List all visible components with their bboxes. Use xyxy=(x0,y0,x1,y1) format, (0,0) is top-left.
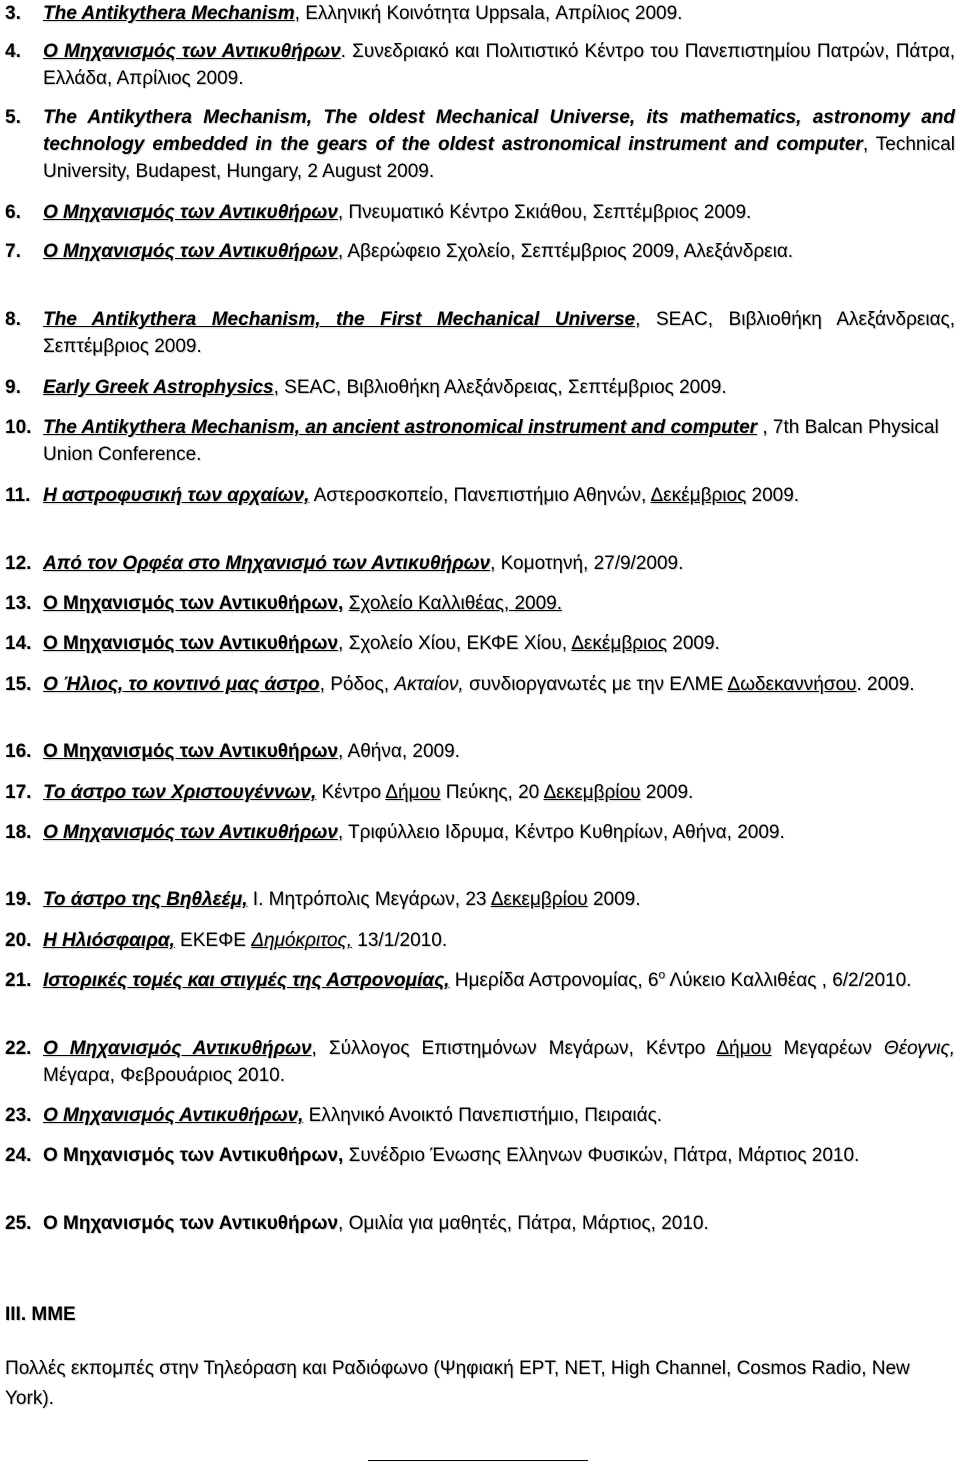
lecture-title: Ο Μηχανισμός των Αντικυθήρων xyxy=(43,1213,339,1234)
item-number: 21. xyxy=(5,970,32,991)
item-number: 24. xyxy=(5,1145,32,1166)
lecture-title: Ο Μηχανισμός των Αντικυθήρων, xyxy=(43,1145,344,1166)
item-number: 12. xyxy=(5,553,32,574)
lecture-details: , Ομιλία για μαθητές, Πάτρα, Μάρτιος, 2010. xyxy=(338,1213,709,1234)
lecture-details: 2009. xyxy=(640,782,694,803)
media-paragraph: Πολλές εκπομπές στην Τηλεόραση και Ραδιόφωνο (Ψηφιακή ΕΡΤ, ΝΕΤ, High Channel, Cosmos Radio, New York). xyxy=(5,1358,910,1409)
lecture-details-underlined: Δεκέμβριος xyxy=(650,485,747,506)
lecture-details: , Ρόδος, xyxy=(319,674,395,695)
item-number: 22. xyxy=(5,1038,32,1059)
item-number: 4. xyxy=(5,41,21,62)
lecture-title: Το άστρο της Βηθλεέμ, xyxy=(43,889,248,910)
ordinal-superscript: ο xyxy=(658,967,666,982)
lecture-details: . 2009. xyxy=(856,674,915,695)
lecture-title: The Antikythera Mechanism, an ancient astronomical instrument and computer xyxy=(43,417,758,438)
item-text xyxy=(43,1035,955,1089)
lecture-details: , SEAC, Βιβλιοθήκη Αλεξάνδρειας, Σεπτέμβριος 2009. xyxy=(273,377,727,398)
lecture-title: The Antikythera Mechanism, the First Mechanical Universe xyxy=(43,309,636,330)
item-number: 18. xyxy=(5,822,32,843)
item-number: 19. xyxy=(5,889,32,910)
footer-rule xyxy=(368,1460,588,1461)
lecture-details-italic: Θέογνις, xyxy=(883,1038,956,1059)
lecture-details: Μέγαρα, Φεβρουάριος 2010. xyxy=(43,1065,286,1086)
lecture-details: Λύκειο Καλλιθέας , 6/2/2010. xyxy=(665,970,912,991)
item-text xyxy=(43,819,955,846)
item-text xyxy=(43,886,955,913)
lecture-details: , Σχολείο Χίου, ΕΚΦΕ Χίου, xyxy=(338,633,572,654)
item-number: 5. xyxy=(5,107,21,128)
lecture-details: , Αβερώφειο Σχολείο, Σεπτέμβριος 2009, Αλεξάνδρεια. xyxy=(337,241,794,262)
lecture-details: Συνέδριο Ένωσης Ελληνων Φυσικών, Πάτρα, Μάρτιος 2010. xyxy=(343,1145,860,1166)
lecture-details: , SEAC, Βιβλιοθήκη Αλεξάνδρειας, Σεπτέμβριος 2009. xyxy=(43,309,955,357)
item-text xyxy=(43,482,955,509)
lecture-details: , Κομοτηνή, 27/9/2009. xyxy=(490,553,684,574)
lecture-details: , Σύλλογος Επιστημόνων Μεγάρων, Κέντρο xyxy=(311,1038,717,1059)
lecture-details: Ελληνικό Ανοικτό Πανεπιστήμιο, Πειραιάς. xyxy=(303,1105,663,1126)
item-text xyxy=(43,671,955,698)
lecture-details: Πεύκης, 20 xyxy=(440,782,544,803)
lecture-title: Early Greek Astrophysics xyxy=(43,377,274,398)
lecture-title: Η αστροφυσική των αρχαίων, xyxy=(43,485,310,506)
item-number: 23. xyxy=(5,1105,32,1126)
lecture-title: The Antikythera Mechanism xyxy=(43,3,295,24)
item-text xyxy=(43,199,955,226)
lecture-title: Ιστορικές τομές και στιγμές της Αστρονομίας, xyxy=(43,970,450,991)
lecture-details: συνδιοργανωτές με την ΕΛΜΕ xyxy=(463,674,728,695)
lecture-details: , Technical University, Budapest, Hungary, 2 August 2009. xyxy=(43,134,955,182)
item-number: 10. xyxy=(5,417,32,438)
lecture-details: 2009. xyxy=(667,633,720,654)
item-text xyxy=(43,238,955,265)
lecture-details: , Πνευματικό Κέντρο Σκιάθου, Σεπτέμβριος 2009. xyxy=(337,202,752,223)
item-text xyxy=(43,927,955,954)
lecture-title: Από τον Ορφέα στο Μηχανισμό των Αντικυθήρων xyxy=(43,553,491,574)
lecture-title: Ο Μηχανισμός των Αντικυθήρων xyxy=(43,202,338,223)
item-text xyxy=(43,630,955,657)
lecture-title: Ο Μηχανισμός Αντικυθήρων xyxy=(43,1038,312,1059)
lecture-details-underlined: Δήμου xyxy=(385,782,441,803)
item-text xyxy=(43,374,955,401)
lecture-title: Το άστρο των Χριστουγέννων, xyxy=(43,782,317,803)
lecture-details-underlined: Σχολείο Καλλιθέας, 2009. xyxy=(348,593,562,614)
item-number: 11. xyxy=(5,485,31,506)
item-number: 13. xyxy=(5,593,32,614)
lecture-details-underlined: Δωδεκαννήσου xyxy=(727,674,857,695)
item-number: 25. xyxy=(5,1213,32,1234)
item-text xyxy=(43,1102,955,1129)
item-text xyxy=(43,1210,955,1237)
item-number: 15. xyxy=(5,674,32,695)
item-text xyxy=(43,38,955,92)
lecture-details: . Συνεδριακό και Πολιτιστικό Κέντρο του Πανεπιστημίου Πατρών, Πάτρα, Ελλάδα, Απρίλιος 2009. xyxy=(43,41,955,89)
lecture-title: Η Ηλιόσφαιρα, xyxy=(43,930,175,951)
lecture-details: 13/1/2010. xyxy=(352,930,448,951)
lecture-details-italic: Ακταίον, xyxy=(394,674,464,695)
section-heading: III. ΜΜΕ xyxy=(5,1304,76,1325)
item-text xyxy=(43,104,955,185)
lecture-title: Ο Μηχανισμός των Αντικυθήρων xyxy=(43,741,339,762)
item-text xyxy=(43,0,955,27)
lecture-title: The Antikythera Mechanism, The oldest Mechanical Universe, its mathematics, astronomy and technology embedded in the gears of the oldest astronomical instrument and computer xyxy=(43,107,955,155)
lecture-details: Αστεροσκοπείο, Πανεπιστήμιο Αθηνών, xyxy=(309,485,651,506)
lecture-details: Κέντρο xyxy=(316,782,386,803)
item-number: 6. xyxy=(5,202,21,223)
item-number: 16. xyxy=(5,741,32,762)
lecture-details-underlined: Δημόκριτος, xyxy=(251,930,353,951)
item-text xyxy=(43,550,955,577)
item-text xyxy=(43,306,955,360)
lecture-details: Μεγαρέων xyxy=(771,1038,884,1059)
lecture-details: , Τριφύλλειο Ιδρυμα, Κέντρο Κυθηρίων, Αθήνα, 2009. xyxy=(337,822,785,843)
lecture-title: Ο Μηχανισμός Αντικυθήρων, xyxy=(43,1105,304,1126)
item-text xyxy=(43,779,955,806)
lecture-title: Ο Μηχανισμός των Αντικυθήρων xyxy=(43,822,338,843)
item-number: 3. xyxy=(5,3,21,24)
item-text xyxy=(43,1142,923,1169)
item-number: 9. xyxy=(5,377,21,398)
lecture-details: , Αθήνα, 2009. xyxy=(338,741,460,762)
lecture-details: , 7th Balcan Physical Union Conference. xyxy=(43,417,939,465)
lecture-details: 2009. xyxy=(587,889,641,910)
item-number: 8. xyxy=(5,309,21,330)
lecture-title: Ο Μηχανισμός των Αντικυθήρων xyxy=(43,633,339,654)
item-text xyxy=(43,414,955,468)
lecture-title: Ο Μηχανισμός των Αντικυθήρων, xyxy=(43,593,344,614)
lecture-title: Ο Μηχανισμός των Αντικυθήρων xyxy=(43,241,338,262)
item-number: 20. xyxy=(5,930,32,951)
item-text xyxy=(43,590,955,617)
item-number: 14. xyxy=(5,633,32,654)
lecture-title: Ο Ήλιος, το κοντινό μας άστρο xyxy=(43,674,320,695)
lecture-details: Ι. Μητρόπολις Μεγάρων, 23 xyxy=(247,889,491,910)
item-text xyxy=(43,738,955,765)
lecture-details-underlined: Δεκεμβρίου xyxy=(543,782,641,803)
lecture-details-underlined: Δεκέμβριος xyxy=(571,633,667,654)
lecture-details-underlined: Δήμου xyxy=(716,1038,772,1059)
item-number: 17. xyxy=(5,782,32,803)
lecture-details-underlined: Δεκεμβρίου xyxy=(490,889,588,910)
item-number: 7. xyxy=(5,241,21,262)
lecture-details: ΕΚΕΦΕ xyxy=(174,930,252,951)
lecture-details: 2009. xyxy=(746,485,800,506)
item-text xyxy=(43,967,955,994)
lecture-title: Ο Μηχανισμός των Αντικυθήρων xyxy=(43,41,341,62)
lecture-details: , Ελληνική Κοινότητα Uppsala, Απρίλιος 2009. xyxy=(294,3,683,24)
lecture-details: Ημερίδα Αστρονομίας, 6 xyxy=(449,970,659,991)
